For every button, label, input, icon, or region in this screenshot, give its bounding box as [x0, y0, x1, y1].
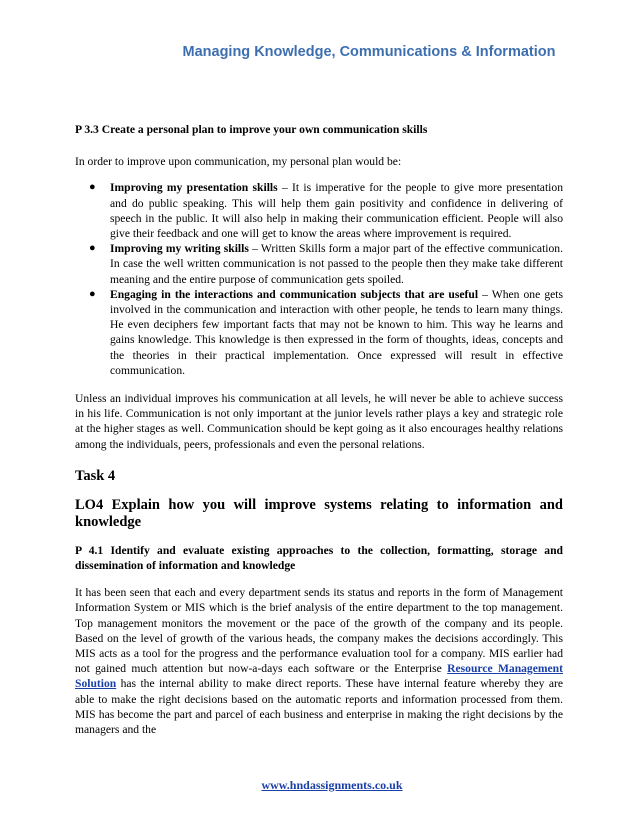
document-body	[75, 122, 563, 737]
plan-bullet-list	[75, 180, 563, 378]
bullet-text: – Written Skills form a major part of the effective communication. In case the well written communication is not passed to the people then they make take different meaning and the entire purpose of communication gets spoiled.	[110, 242, 564, 286]
task-title: Task 4	[75, 467, 116, 484]
p41-heading: P 4.1 Identify and evaluate existing approaches to the collection, formatting, storage and dissemination of information and knowledge	[75, 543, 563, 573]
list-item	[75, 180, 563, 241]
lo4-heading: LO4 Explain how you will improve systems relating to information and knowledge	[75, 496, 563, 530]
bullet-bold-lead: Engaging in the interactions and communication subjects that are useful	[110, 287, 479, 301]
bullet-icon: ●	[89, 242, 96, 255]
closing-paragraph: Unless an individual improves his communication at all levels, he will never be able to achieve success in his life. Communication is not only important at the junior levels rather plays a key and strategic role at the higher stages as well. Communication should be kept going as it also encourages healthy relations among the individuals, peers, professionals and even the personal relations.	[75, 392, 563, 451]
footer-website-link[interactable]: www.hndassignments.co.uk	[261, 778, 403, 792]
bullet-bold-lead: Improving my writing skills	[110, 242, 249, 256]
page-header-title: Managing Knowledge, Communications & Information	[182, 44, 556, 60]
bullet-text: – When one gets involved in the communication and interaction with other people, he tends to learn many things. He even deciphers few important facts that may not be known to him. This way he learns and gains knowledge. This knowledge is then expressed in the form of thoughts, ideas, concepts and the theories in their practical implementation. Once expressed will result in effective communication.	[110, 287, 563, 377]
section-heading-p33: P 3.3 Create a personal plan to improve your own communication skills	[75, 123, 428, 136]
bullet-icon: ●	[89, 287, 96, 300]
resource-management-solution-link[interactable]: Resource Management Solution	[75, 662, 563, 691]
bullet-bold-lead: Improving my presentation skills	[110, 181, 278, 195]
bullet-icon: ●	[89, 181, 96, 194]
mis-text-after-link: has the internal ability to make direct reports. These have internal feature whereby they are able to make the right decisions based on the automatic reports and information processed from them. MIS has become the part and parcel of each business and enterprise in making the right decisions by the managers and the	[75, 677, 563, 737]
section-intro: In order to improve upon communication, my personal plan would be:	[75, 155, 402, 169]
bullet-text: – It is imperative for the people to give more presentation and do public speaking. This will help them gain positivity and confidence in delivering of speech in the public. It will also help in making their communication efficient. People will also give their feedback and one will get to know the areas where improvement is required.	[110, 181, 563, 241]
mis-paragraph	[75, 585, 563, 737]
mis-text-before-link: It has been seen that each and every department sends its status and reports in the form of Management Information System or MIS which is the brief analysis of the entire department to the top management. Top management monitors the movement or the pace of the growth of the company and its people. Based on the level of growth of the various heads, the company makes the decisions accordingly. This MIS acts as a tool for the progress and the performance evaluation tool for a company. MIS earlier had not gained much attention but now-a-days each software or the Enterprise	[75, 586, 563, 676]
list-item	[75, 241, 563, 287]
list-item	[75, 287, 563, 378]
